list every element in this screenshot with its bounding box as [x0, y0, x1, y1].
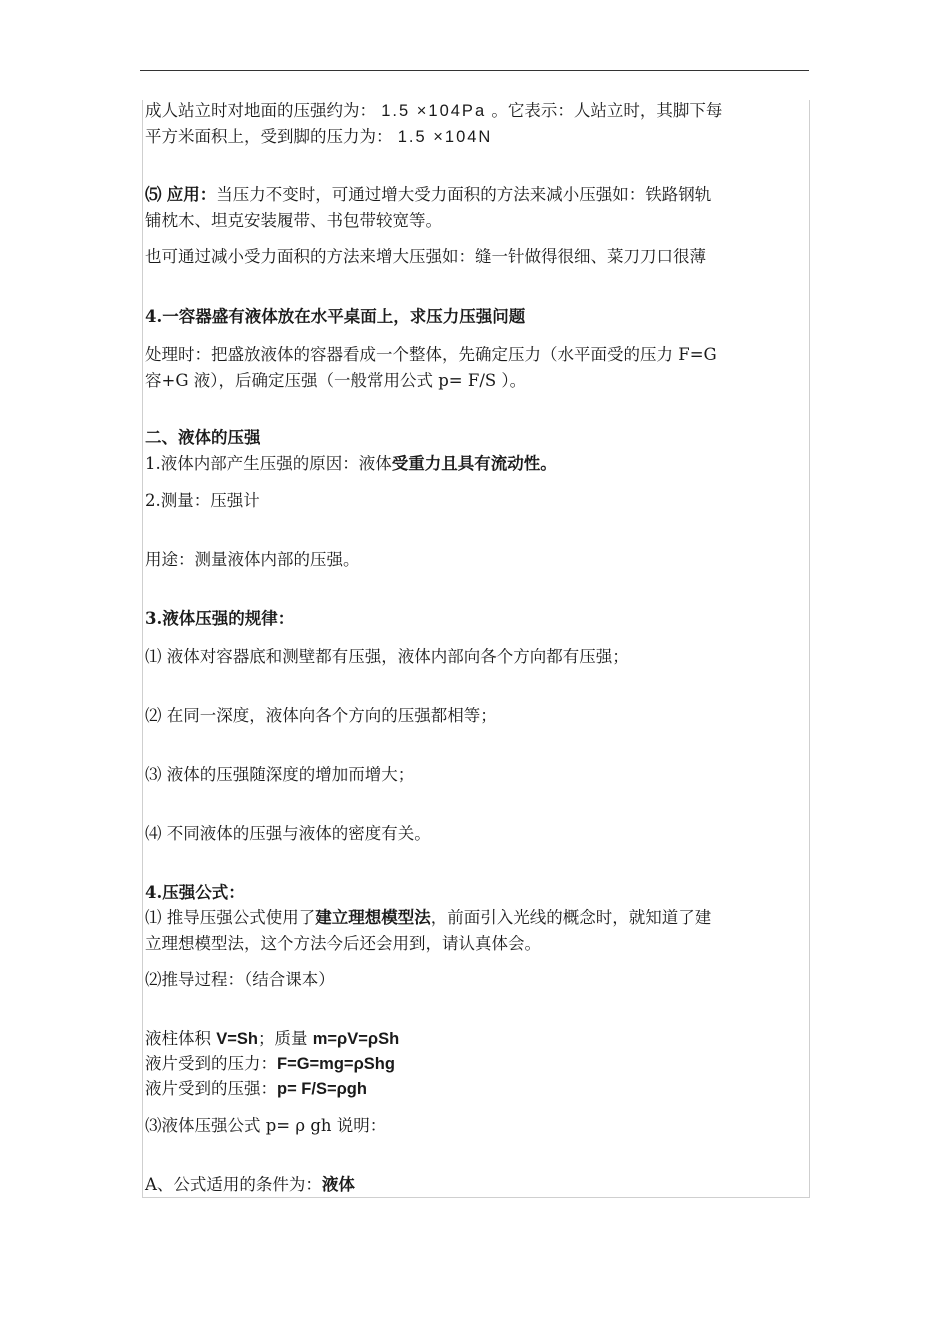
top-rule [140, 70, 809, 71]
application-line-2: 铺枕木、坦克安装履带、书包带较宽等。 [145, 211, 442, 230]
formula: F=G=mg=ρShg [277, 1055, 395, 1073]
formula-item-1-line-2: 立理想模型法，这个方法今后还会用到，请认真体会。 [145, 934, 541, 953]
derivation-line-1 [145, 1026, 807, 1052]
derivation-line-3 [145, 1076, 807, 1102]
paragraph-cause [145, 451, 807, 477]
formula-item-3: ⑶液体压强公式 p= ρ gh 说明： [145, 1116, 387, 1135]
pressure-example-line-1 [145, 98, 807, 124]
application-label: 应用： [166, 185, 217, 204]
chapter-heading-liquid-pressure: 二、液体的压强 [145, 428, 261, 447]
text: 当压力不变时，可通过增大受力面积的方法来减小压强如：铁路钢轨 [216, 185, 712, 204]
pressure-example-line-2 [145, 124, 807, 150]
text: 液片受到的压强： [145, 1079, 277, 1098]
item-number: ⑸ [145, 186, 162, 204]
text: 平方米面积上，受到脚的压力为： [145, 127, 393, 146]
text: ⑴ 推导压强公式使用了 [145, 908, 316, 927]
text: 液片受到的压力： [145, 1054, 277, 1073]
law-item-3: ⑶ 液体的压强随深度的增加而增大； [145, 765, 415, 784]
text: 1.液体内部产生压强的原因：液体 [145, 454, 392, 473]
law-item-2: ⑵ 在同一深度，液体向各个方向的压强都相等； [145, 706, 497, 725]
text: 。它表示：人站立时，其脚下每 [491, 101, 723, 120]
formula-item-1 [145, 905, 807, 931]
pressure-value: 1.5 ×104Pa [381, 102, 487, 120]
law-item-4: ⑷ 不同液体的压强与液体的密度有关。 [145, 824, 431, 843]
law-item-1: ⑴ 液体对容器底和测壁都有压强，液体内部向各个方向都有压强； [145, 647, 629, 666]
application-line-1 [145, 182, 807, 208]
section-heading-container-liquid: 4.一容器盛有液体放在水平桌面上，求压力压强问题 [145, 307, 526, 326]
text: A、公式适用的条件为： [145, 1175, 322, 1194]
section-heading-formula: 4.压强公式： [145, 883, 245, 902]
condition-line [145, 1172, 807, 1198]
text: ；质量 [257, 1029, 308, 1048]
paragraph-line: 容+G 液），后确定压强（一般常用公式 p= F/S ）。 [145, 371, 527, 390]
text: 液柱体积 [145, 1029, 211, 1048]
emphasis-text: 受重力且具有流动性。 [391, 454, 557, 473]
formula-item-2: ⑵推导过程：（结合课本） [145, 970, 335, 989]
emphasis-text: 液体 [321, 1175, 355, 1194]
formula: p= F/S=ρgh [277, 1080, 367, 1098]
emphasis-text: 建立理想模型法 [315, 908, 431, 927]
formula: V=Sh [216, 1030, 258, 1048]
text: 成人站立时对地面的压强约为： [145, 101, 376, 120]
paragraph-usage: 用途：测量液体内部的压强。 [145, 550, 360, 569]
paragraph-line: 处理时：把盛放液体的容器看成一个整体，先确定压力（水平面受的压力 F=G [145, 345, 717, 364]
formula: m=ρV=ρSh [312, 1030, 400, 1048]
section-heading-laws: 3.液体压强的规律： [145, 609, 295, 628]
derivation-line-2 [145, 1051, 807, 1077]
force-value: 1.5 ×104N [397, 128, 493, 146]
paragraph-measurement: 2.测量：压强计 [145, 491, 260, 510]
text: ，前面引入光线的概念时，就知道了建 [430, 908, 712, 927]
application-line-3: 也可通过减小受力面积的方法来增大压强如：缝一针做得很细、菜刀刀口很薄 [145, 247, 706, 266]
